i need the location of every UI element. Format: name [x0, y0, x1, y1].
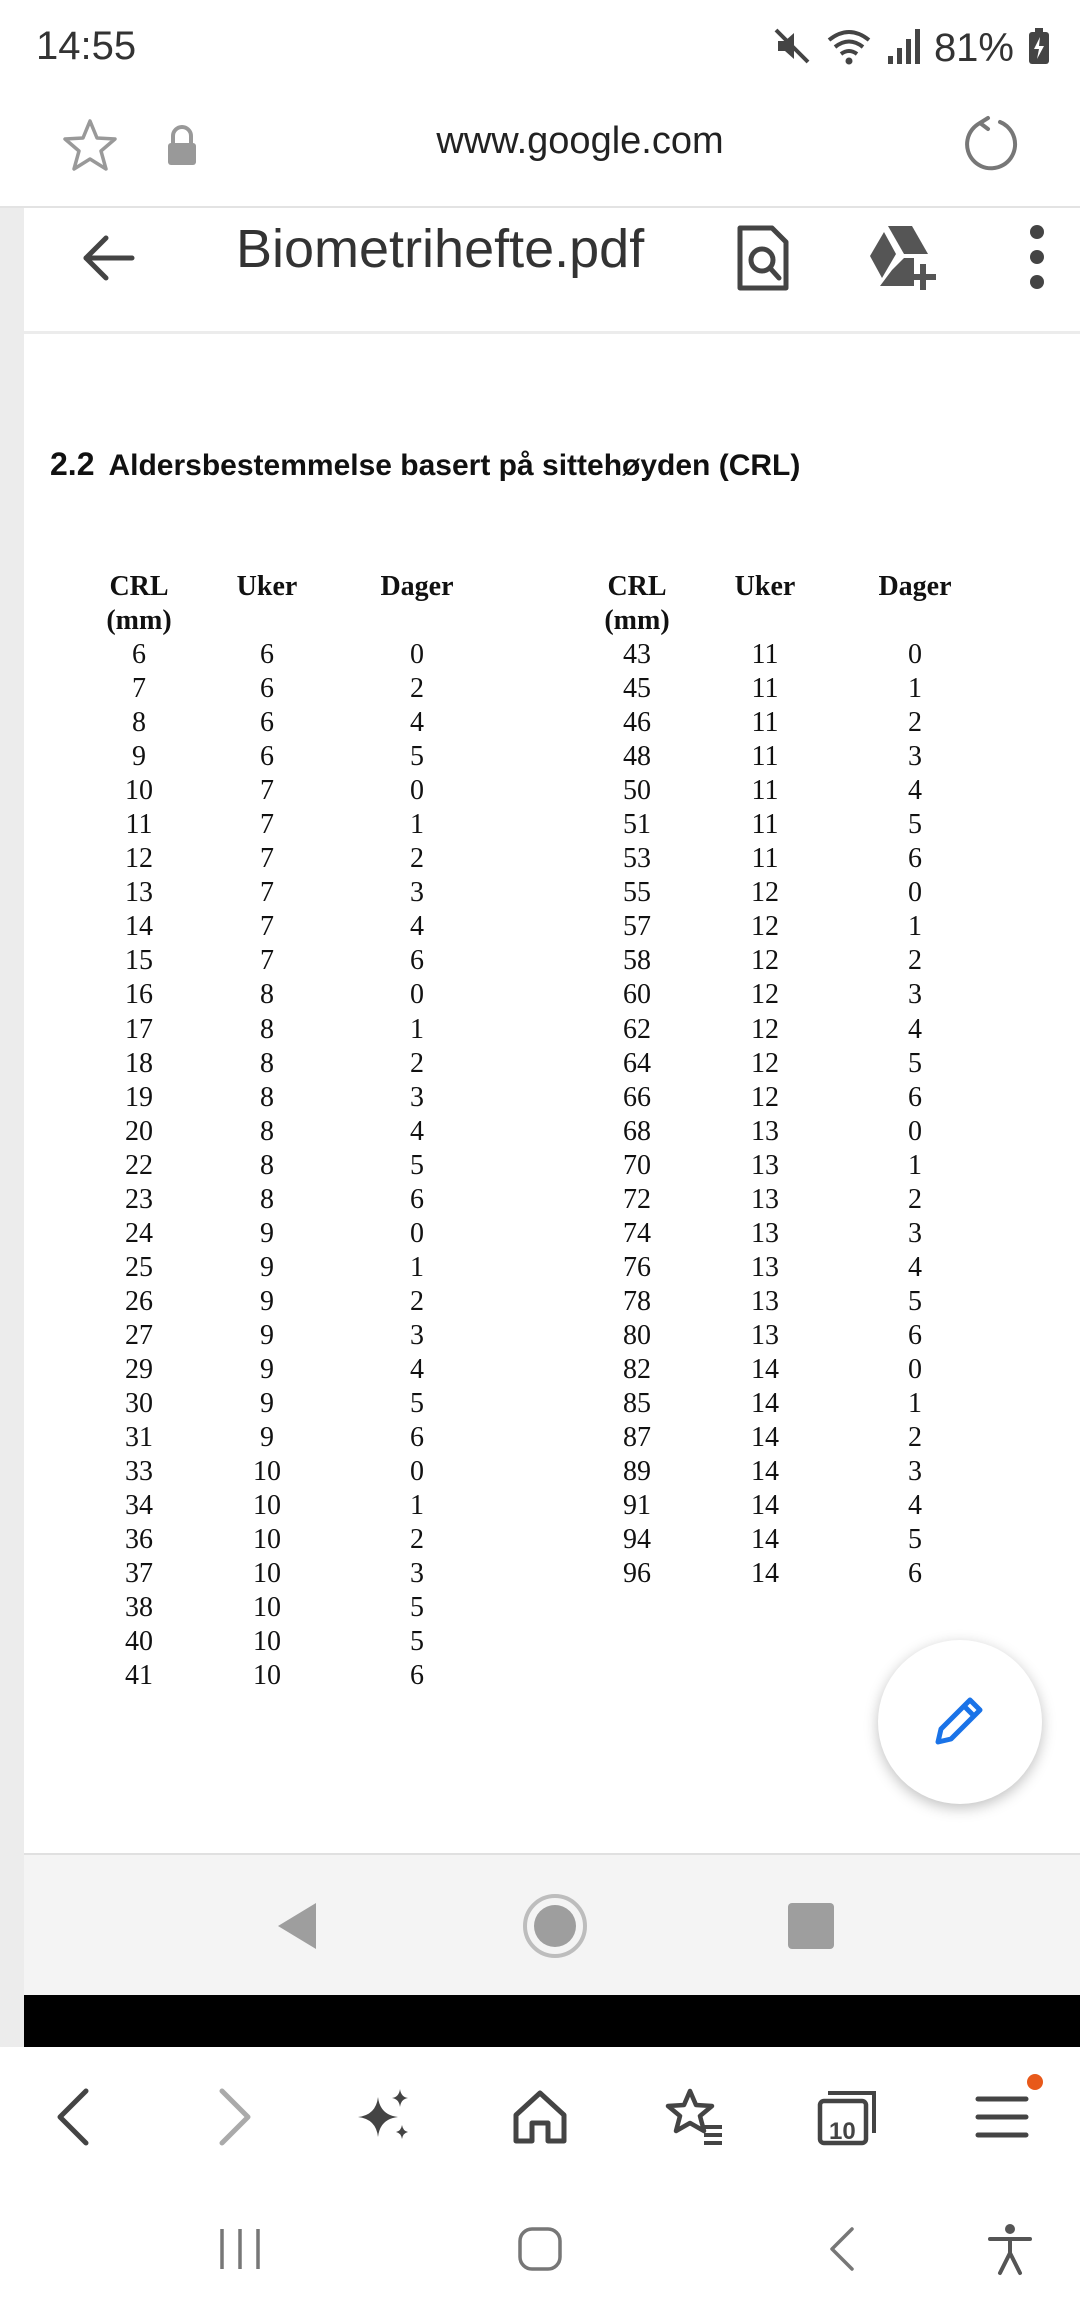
table-row: [584, 1387, 990, 1421]
header-dager: Dager: [380, 571, 454, 602]
cell-dager: 0: [908, 877, 922, 909]
cell-uker: 11: [751, 843, 779, 875]
cell-crl: 19: [125, 1081, 153, 1113]
cell-dager: 5: [410, 1149, 424, 1181]
table-header: [584, 570, 990, 638]
cell-dager: 6: [908, 843, 922, 875]
header-dager: Dager: [878, 571, 952, 602]
cell-uker: 7: [260, 775, 274, 807]
table-row: [86, 1557, 492, 1591]
cell-crl: 41: [125, 1660, 153, 1692]
cell-crl: 55: [623, 877, 651, 909]
cell-uker: 11: [751, 707, 779, 739]
cell-uker: 12: [751, 945, 779, 977]
table-row: [86, 1115, 492, 1149]
table-row: [584, 842, 990, 876]
cell-crl: 24: [125, 1217, 153, 1249]
bookmarks-icon[interactable]: [662, 2085, 726, 2149]
cell-crl: 40: [125, 1626, 153, 1658]
table-row: [584, 774, 990, 808]
cell-uker: 8: [260, 1047, 274, 1079]
cell-crl: 46: [623, 707, 651, 739]
cell-dager: 0: [908, 1353, 922, 1385]
table-row: [86, 842, 492, 876]
crl-table-left: [86, 570, 492, 1693]
table-row: [584, 1421, 990, 1455]
cell-uker: 13: [751, 1149, 779, 1181]
table-row: [584, 978, 990, 1012]
cell-dager: 1: [908, 911, 922, 943]
cell-crl: 10: [125, 775, 153, 807]
cell-crl: 20: [125, 1115, 153, 1147]
cell-crl: 16: [125, 979, 153, 1011]
cell-crl: 25: [125, 1251, 153, 1283]
cell-dager: 0: [410, 1217, 424, 1249]
cell-dager: 2: [908, 945, 922, 977]
table-row: [86, 1183, 492, 1217]
cell-crl: 62: [623, 1013, 651, 1045]
cell-uker: 9: [260, 1353, 274, 1385]
cell-dager: 0: [908, 1115, 922, 1147]
cell-uker: 10: [253, 1558, 281, 1590]
cell-uker: 9: [260, 1217, 274, 1249]
cell-dager: 2: [908, 1183, 922, 1215]
cell-uker: 14: [751, 1456, 779, 1488]
home-circle-icon[interactable]: [512, 2221, 568, 2277]
cell-dager: 2: [410, 1524, 424, 1556]
cell-dager: 6: [908, 1319, 922, 1351]
nav-home-circle-icon[interactable]: [520, 1891, 590, 1961]
table-row: [86, 1659, 492, 1693]
cell-uker: 7: [260, 911, 274, 943]
cell-uker: 13: [751, 1319, 779, 1351]
system-back-icon[interactable]: [816, 2221, 872, 2277]
table-row: [86, 876, 492, 910]
cell-crl: 82: [623, 1353, 651, 1385]
cell-dager: 5: [410, 1388, 424, 1420]
cell-crl: 29: [125, 1353, 153, 1385]
table-row: [86, 1353, 492, 1387]
cell-dager: 2: [410, 843, 424, 875]
table-row: [86, 1251, 492, 1285]
inner-nav-bar: [24, 1853, 1080, 1995]
header-crl-unit: (mm): [604, 605, 670, 636]
table-row: [584, 1455, 990, 1489]
cell-dager: 6: [410, 1422, 424, 1454]
cell-uker: 12: [751, 911, 779, 943]
browser-toolbar: [0, 2047, 1080, 2177]
cell-uker: 6: [260, 639, 274, 670]
table-row: [86, 706, 492, 740]
nav-back-triangle-icon[interactable]: [264, 1891, 334, 1961]
cell-uker: 9: [260, 1285, 274, 1317]
cell-dager: 1: [908, 1388, 922, 1420]
cell-crl: 50: [623, 775, 651, 807]
cell-dager: 3: [410, 1319, 424, 1351]
cell-dager: 6: [410, 1183, 424, 1215]
cell-dager: 2: [908, 707, 922, 739]
cell-uker: 11: [751, 809, 779, 841]
cell-crl: 23: [125, 1183, 153, 1215]
reload-icon[interactable]: [958, 114, 1020, 176]
header-crl: CRL: [109, 571, 169, 602]
black-strip: [24, 1995, 1080, 2047]
status-bar: [0, 0, 1080, 96]
section-heading: [50, 446, 800, 483]
cell-dager: 1: [410, 1490, 424, 1522]
cell-crl: 11: [125, 809, 153, 841]
cell-uker: 6: [260, 741, 274, 773]
header-crl: CRL: [607, 571, 667, 602]
cell-dager: 1: [908, 673, 922, 705]
table-row: [86, 1081, 492, 1115]
mute-icon: [772, 26, 812, 71]
table-row: [86, 1319, 492, 1353]
cell-dager: 3: [410, 877, 424, 909]
table-row: [584, 1183, 990, 1217]
cell-crl: 64: [623, 1047, 651, 1079]
url-text[interactable]: www.google.com: [436, 120, 724, 162]
cell-uker: 10: [253, 1660, 281, 1692]
cell-dager: 4: [908, 1490, 922, 1522]
table-row: [86, 978, 492, 1012]
cell-uker: 8: [260, 1115, 274, 1147]
cell-crl: 78: [623, 1285, 651, 1317]
table-row: [86, 1217, 492, 1251]
cell-uker: 12: [751, 877, 779, 909]
cell-crl: 30: [125, 1388, 153, 1420]
cell-uker: 10: [253, 1592, 281, 1624]
table-header: [86, 570, 492, 638]
cell-dager: 0: [410, 639, 424, 670]
table-row: [86, 1149, 492, 1183]
drive-add-icon[interactable]: [864, 218, 944, 296]
cell-dager: 5: [908, 809, 922, 841]
cell-crl: 17: [125, 1013, 153, 1045]
cell-crl: 22: [125, 1149, 153, 1181]
cell-crl: 13: [125, 877, 153, 909]
cell-crl: 94: [623, 1524, 651, 1556]
cell-uker: 13: [751, 1217, 779, 1249]
cell-crl: 53: [623, 843, 651, 875]
cell-dager: 4: [908, 1013, 922, 1045]
cell-dager: 2: [410, 673, 424, 705]
table-row: [86, 638, 492, 672]
pdf-toolbar: [24, 208, 1080, 334]
cell-crl: 38: [125, 1592, 153, 1624]
table-row: [86, 1013, 492, 1047]
more-vert-icon[interactable]: [1028, 222, 1046, 292]
table-row: [584, 1489, 990, 1523]
table-row: [86, 1523, 492, 1557]
cell-dager: 0: [410, 775, 424, 807]
home-icon[interactable]: [508, 2085, 572, 2149]
table-row: [584, 1217, 990, 1251]
cell-dager: 0: [908, 639, 922, 670]
table-row: [584, 910, 990, 944]
cell-uker: 8: [260, 1013, 274, 1045]
cell-uker: 14: [751, 1388, 779, 1420]
cell-dager: 5: [410, 1626, 424, 1658]
cell-dager: 3: [908, 741, 922, 773]
cell-uker: 12: [751, 1013, 779, 1045]
system-nav-bar: [0, 2177, 1080, 2316]
battery-charging-icon: [1028, 26, 1050, 71]
cell-uker: 12: [751, 1081, 779, 1113]
header-crl-unit: (mm): [106, 605, 172, 636]
cell-uker: 9: [260, 1319, 274, 1351]
cell-crl: 31: [125, 1422, 153, 1454]
cell-dager: 2: [410, 1047, 424, 1079]
table-row: [86, 1591, 492, 1625]
cell-dager: 3: [908, 1217, 922, 1249]
cell-crl: 15: [125, 945, 153, 977]
cell-crl: 87: [623, 1422, 651, 1454]
cell-dager: 1: [410, 1251, 424, 1283]
section-number: 2.2: [50, 446, 95, 482]
cell-uker: 11: [751, 639, 779, 670]
notification-dot: [1027, 2074, 1043, 2090]
cell-crl: 58: [623, 945, 651, 977]
cell-dager: 4: [908, 775, 922, 807]
sparkle-icon[interactable]: [352, 2085, 416, 2149]
table-row: [584, 1047, 990, 1081]
back-icon[interactable]: [44, 2085, 108, 2149]
left-gutter: [0, 208, 24, 2048]
tab-count: 10: [829, 2118, 856, 2145]
table-row: [584, 638, 990, 672]
table-row: [86, 1047, 492, 1081]
table-row: [86, 944, 492, 978]
recents-icon[interactable]: [212, 2221, 268, 2277]
cell-crl: 36: [125, 1524, 153, 1556]
cell-crl: 45: [623, 673, 651, 705]
cell-dager: 0: [410, 1456, 424, 1488]
table-row: [584, 1319, 990, 1353]
cell-uker: 8: [260, 1081, 274, 1113]
pencil-icon: [928, 1688, 992, 1757]
cell-crl: 37: [125, 1558, 153, 1590]
table-row: [584, 944, 990, 978]
cell-dager: 6: [410, 945, 424, 977]
cell-crl: 74: [623, 1217, 651, 1249]
cell-crl: 57: [623, 911, 651, 943]
table-row: [86, 1387, 492, 1421]
cell-crl: 85: [623, 1388, 651, 1420]
cell-crl: 51: [623, 809, 651, 841]
cell-dager: 5: [410, 1592, 424, 1624]
table-row: [86, 1285, 492, 1319]
cell-uker: 13: [751, 1115, 779, 1147]
cell-dager: 4: [410, 707, 424, 739]
cell-crl: 72: [623, 1183, 651, 1215]
cell-crl: 8: [132, 707, 146, 739]
cell-uker: 12: [751, 979, 779, 1011]
cell-dager: 1: [410, 1013, 424, 1045]
table-row: [584, 740, 990, 774]
table-row: [584, 1013, 990, 1047]
cell-crl: 68: [623, 1115, 651, 1147]
menu-icon[interactable]: [970, 2085, 1034, 2149]
cell-crl: 43: [623, 639, 651, 670]
wifi-icon: [826, 26, 872, 71]
cell-uker: 12: [751, 1047, 779, 1079]
cell-uker: 13: [751, 1285, 779, 1317]
cell-dager: 3: [908, 1456, 922, 1488]
cell-dager: 5: [908, 1285, 922, 1317]
cell-dager: 1: [410, 809, 424, 841]
cell-crl: 14: [125, 911, 153, 943]
cell-uker: 7: [260, 843, 274, 875]
cell-uker: 10: [253, 1456, 281, 1488]
table-row: [86, 1455, 492, 1489]
cell-uker: 7: [260, 809, 274, 841]
cell-uker: 10: [253, 1490, 281, 1522]
table-row: [86, 672, 492, 706]
url-bar: [0, 96, 1080, 208]
cell-crl: 70: [623, 1149, 651, 1181]
table-row: [584, 876, 990, 910]
table-row: [584, 1523, 990, 1557]
edit-fab[interactable]: [878, 1640, 1042, 1804]
table-row: [86, 1625, 492, 1659]
table-row: [584, 672, 990, 706]
nav-recents-square-icon[interactable]: [776, 1891, 846, 1961]
cell-uker: 6: [260, 707, 274, 739]
cell-uker: 13: [751, 1251, 779, 1283]
signal-icon: [886, 26, 920, 71]
cell-dager: 6: [410, 1660, 424, 1692]
table-row: [86, 740, 492, 774]
battery-percentage: 81%: [933, 25, 1014, 70]
cell-uker: 13: [751, 1183, 779, 1215]
table-row: [86, 808, 492, 842]
cell-crl: 96: [623, 1558, 651, 1590]
cell-uker: 8: [260, 979, 274, 1011]
cell-uker: 14: [751, 1558, 779, 1590]
forward-icon[interactable]: [200, 2085, 264, 2149]
table-row: [584, 808, 990, 842]
cell-dager: 5: [410, 741, 424, 773]
table-row: [584, 1251, 990, 1285]
pdf-search-icon[interactable]: [732, 218, 794, 298]
table-row: [86, 774, 492, 808]
cell-dager: 3: [908, 979, 922, 1011]
header-uker: Uker: [236, 571, 298, 602]
cell-crl: 9: [132, 741, 146, 773]
cell-dager: 0: [410, 979, 424, 1011]
cell-crl: 48: [623, 741, 651, 773]
cell-crl: 91: [623, 1490, 651, 1522]
cell-dager: 5: [908, 1524, 922, 1556]
cell-dager: 4: [908, 1251, 922, 1283]
cell-crl: 7: [132, 673, 146, 705]
cell-crl: 76: [623, 1251, 651, 1283]
table-row: [584, 1557, 990, 1591]
status-icons: [772, 24, 1050, 72]
cell-dager: 3: [410, 1081, 424, 1113]
cell-uker: 14: [751, 1422, 779, 1454]
section-title: Aldersbestemmelse basert på sittehøyden (CRL): [108, 449, 801, 482]
cell-crl: 34: [125, 1490, 153, 1522]
cell-uker: 11: [751, 741, 779, 773]
status-time: 14:55: [36, 24, 137, 68]
accessibility-icon[interactable]: [982, 2221, 1038, 2277]
table-row: [86, 1421, 492, 1455]
cell-uker: 10: [253, 1524, 281, 1556]
table-body: [584, 638, 990, 1591]
cell-uker: 7: [260, 877, 274, 909]
back-arrow-icon[interactable]: [78, 228, 138, 288]
cell-crl: 33: [125, 1456, 153, 1488]
table-row: [584, 1285, 990, 1319]
crl-table-right: [584, 570, 990, 1591]
cell-uker: 9: [260, 1388, 274, 1420]
cell-crl: 26: [125, 1285, 153, 1317]
cell-uker: 14: [751, 1353, 779, 1385]
cell-crl: 89: [623, 1456, 651, 1488]
cell-crl: 60: [623, 979, 651, 1011]
table-row: [584, 706, 990, 740]
cell-dager: 1: [908, 1149, 922, 1181]
cell-uker: 9: [260, 1251, 274, 1283]
cell-crl: 80: [623, 1319, 651, 1351]
cell-uker: 9: [260, 1422, 274, 1454]
cell-dager: 4: [410, 1115, 424, 1147]
table-row: [86, 910, 492, 944]
cell-uker: 11: [751, 673, 779, 705]
cell-crl: 66: [623, 1081, 651, 1113]
pdf-title: Biometrihefte.pdf: [236, 219, 645, 279]
table-row: [86, 1489, 492, 1523]
cell-dager: 5: [908, 1047, 922, 1079]
cell-uker: 6: [260, 673, 274, 705]
cell-uker: 10: [253, 1626, 281, 1658]
cell-uker: 14: [751, 1524, 779, 1556]
cell-dager: 2: [410, 1285, 424, 1317]
cell-crl: 12: [125, 843, 153, 875]
cell-dager: 6: [908, 1558, 922, 1590]
cell-crl: 27: [125, 1319, 153, 1351]
table-row: [584, 1115, 990, 1149]
cell-crl: 6: [132, 639, 146, 670]
cell-uker: 8: [260, 1149, 274, 1181]
cell-dager: 6: [908, 1081, 922, 1113]
cell-dager: 3: [410, 1558, 424, 1590]
cell-dager: 2: [908, 1422, 922, 1454]
cell-uker: 11: [751, 775, 779, 807]
table-row: [584, 1149, 990, 1183]
cell-uker: 7: [260, 945, 274, 977]
cell-dager: 4: [410, 1353, 424, 1385]
table-row: [584, 1081, 990, 1115]
cell-uker: 14: [751, 1490, 779, 1522]
table-body: [86, 638, 492, 1693]
cell-dager: 4: [410, 911, 424, 943]
cell-crl: 18: [125, 1047, 153, 1079]
table-row: [584, 1353, 990, 1387]
header-uker: Uker: [734, 571, 796, 602]
cell-uker: 8: [260, 1183, 274, 1215]
